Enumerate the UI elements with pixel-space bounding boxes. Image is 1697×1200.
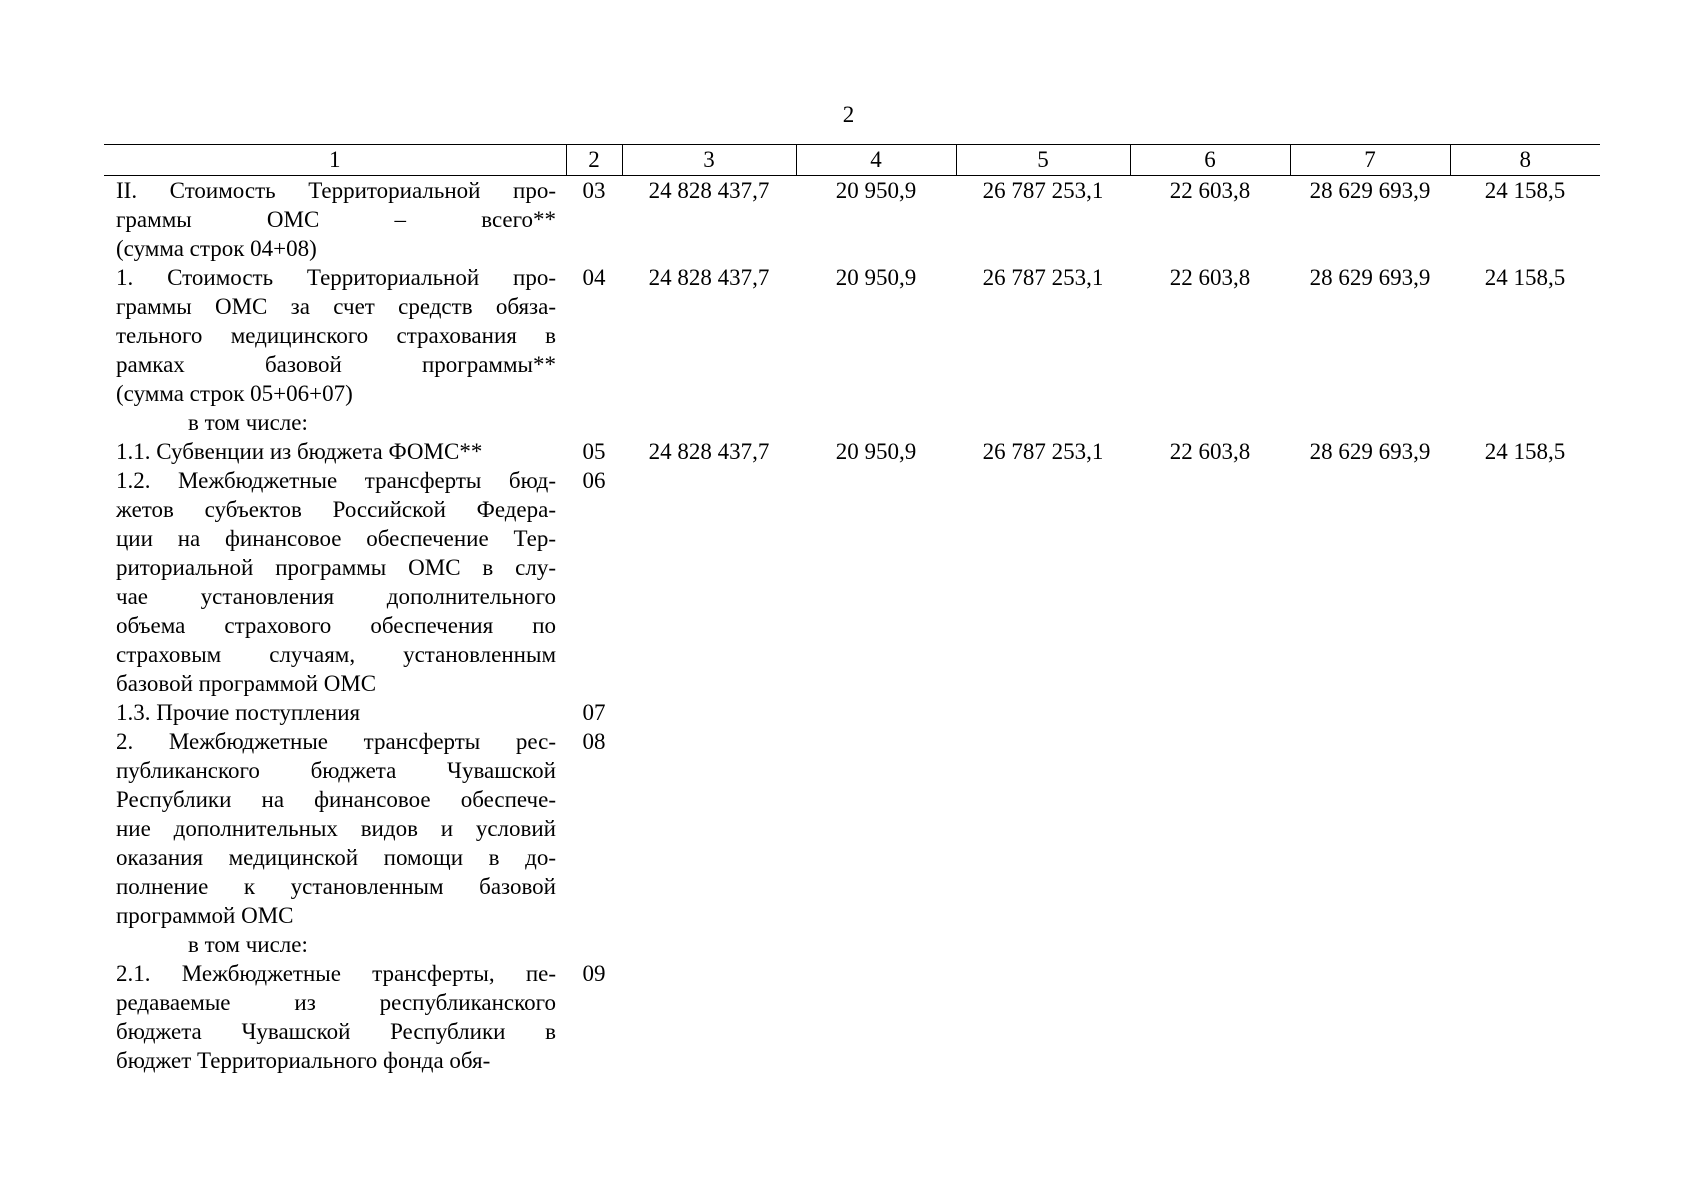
cell-col-6: 22 603,8 [1169,439,1251,464]
cell-col-4 [796,408,956,437]
column-header-6: 6 [1130,145,1290,176]
cell-col-5 [956,959,1130,1075]
cell-col-7 [1290,959,1450,1075]
cell-col-8 [1450,466,1600,698]
cell-col-4 [796,930,956,959]
column-header-8: 8 [1450,145,1600,176]
row-label [104,437,566,466]
cell-col-4: 20 950,9 [835,265,917,290]
row-code: 07 [582,700,606,725]
cell-col-5 [956,408,1130,437]
row-label-line: страховым случаям, установленным [116,642,556,667]
row-code [566,930,622,959]
table-row [104,698,1600,727]
cell-col-4: 20 950,9 [835,439,917,464]
row-label [104,698,566,727]
row-label-line: ции на финансовое обеспечение Тер- [116,526,556,551]
cell-col-5: 26 787 253,1 [982,439,1104,464]
row-label-line: (сумма строк 05+06+07) [116,381,353,406]
cell-col-5 [956,930,1130,959]
cell-col-8: 24 158,5 [1484,439,1566,464]
cell-col-7 [1290,698,1450,727]
row-label-line: Республики на финансовое обеспече- [116,787,556,812]
table-row [104,437,1600,466]
row-label-line: рамках базовой программы** [116,352,556,377]
cell-col-3 [622,698,796,727]
row-label-line: (сумма строк 04+08) [116,236,317,261]
column-header-3: 3 [622,145,796,176]
row-code: 04 [582,265,606,290]
row-label-line: редаваемые из республиканского [116,990,556,1015]
row-label-line: 1.3. Прочие поступления [116,700,361,725]
cell-col-7 [1290,466,1450,698]
row-code: 05 [582,439,606,464]
row-label-line: риториальной программы ОМС в слу- [116,555,556,580]
row-label-line: граммы ОМС – всего** [116,207,556,232]
cell-col-8 [1450,727,1600,930]
cell-col-4 [796,466,956,698]
row-label-line: в том числе: [188,410,308,435]
cell-col-4 [796,959,956,1075]
cell-col-6 [1130,930,1290,959]
row-label [104,466,566,698]
table-row [104,959,1600,1075]
row-code: 06 [582,468,606,493]
table-row [104,176,1600,264]
row-label-line: 1. Стоимость Территориальной про- [116,265,556,290]
cell-col-3: 24 828 437,7 [648,178,770,203]
table-body [104,176,1600,1076]
cell-col-8 [1450,408,1600,437]
cell-col-3: 24 828 437,7 [648,265,770,290]
page-number: 2 [842,102,855,127]
cell-col-6 [1130,698,1290,727]
cell-col-8 [1450,930,1600,959]
row-label-line: 1.2. Межбюджетные трансферты бюд- [116,468,556,493]
cell-col-4 [796,727,956,930]
row-label-line: 1.1. Субвенции из бюджета ФОМС** [116,439,483,464]
row-code [566,408,622,437]
cell-col-3 [622,466,796,698]
row-label-line: жетов субъектов Российской Федера- [116,497,556,522]
cell-col-8 [1450,698,1600,727]
cell-col-5 [956,727,1130,930]
table-row [104,263,1600,408]
row-label-line: граммы ОМС за счет средств обяза- [116,294,556,319]
table-row [104,408,1600,437]
cell-col-6 [1130,959,1290,1075]
cell-col-7 [1290,930,1450,959]
row-label-line: в том числе: [188,932,308,957]
cell-col-5 [956,698,1130,727]
row-label-line: базовой программой ОМС [116,671,377,696]
row-label-line: тельного медицинского страхования в [116,323,556,348]
table-row [104,466,1600,698]
cell-col-3 [622,408,796,437]
row-label-line: ние дополнительных видов и условий [116,816,556,841]
cell-col-3 [622,727,796,930]
row-label-line: объема страхового обеспечения по [116,613,556,638]
cell-col-6: 22 603,8 [1169,265,1251,290]
cell-col-3: 24 828 437,7 [648,439,770,464]
cell-col-5: 26 787 253,1 [982,178,1104,203]
cell-col-7 [1290,727,1450,930]
column-header-4: 4 [796,145,956,176]
table-header [104,145,1600,176]
cell-col-8: 24 158,5 [1484,178,1566,203]
cell-col-6 [1130,727,1290,930]
row-label [104,263,566,408]
column-header-5: 5 [956,145,1130,176]
row-label-line: оказания медицинской помощи в до- [116,845,556,870]
financial-table [104,144,1600,1075]
cell-col-7: 28 629 693,9 [1309,439,1431,464]
column-header-7: 7 [1290,145,1450,176]
row-label [104,930,566,959]
row-label [104,727,566,930]
cell-col-3 [622,930,796,959]
cell-col-7 [1290,408,1450,437]
row-label [104,176,566,264]
table-row [104,930,1600,959]
row-label-line: программой ОМС [116,903,294,928]
row-label-line: полнение к установленным базовой [116,874,556,899]
cell-col-4 [796,698,956,727]
row-label-line: публиканского бюджета Чувашской [116,758,556,783]
row-label-line: 2. Межбюджетные трансферты рес- [116,729,556,754]
table-row [104,727,1600,930]
row-label-line: 2.1. Межбюджетные трансферты, пе- [116,961,556,986]
cell-col-6 [1130,408,1290,437]
row-label-line: бюджета Чувашской Республики в [116,1019,556,1044]
row-label [104,959,566,1075]
cell-col-8 [1450,959,1600,1075]
cell-col-4: 20 950,9 [835,178,917,203]
cell-col-8: 24 158,5 [1484,265,1566,290]
row-label-line: II. Стоимость Территориальной про- [116,178,556,203]
cell-col-6 [1130,466,1290,698]
row-code: 08 [582,729,606,754]
header-row [104,145,1600,176]
cell-col-5: 26 787 253,1 [982,265,1104,290]
row-label [104,408,566,437]
cell-col-3 [622,959,796,1075]
column-header-1: 1 [104,145,566,176]
row-label-line: чае установления дополнительного [116,584,556,609]
row-code: 09 [582,961,606,986]
cell-col-7: 28 629 693,9 [1309,178,1431,203]
column-header-2: 2 [566,145,622,176]
cell-col-5 [956,466,1130,698]
row-code: 03 [582,178,606,203]
cell-col-7: 28 629 693,9 [1309,265,1431,290]
cell-col-6: 22 603,8 [1169,178,1251,203]
row-label-line: бюджет Территориального фонда обя- [116,1048,491,1073]
